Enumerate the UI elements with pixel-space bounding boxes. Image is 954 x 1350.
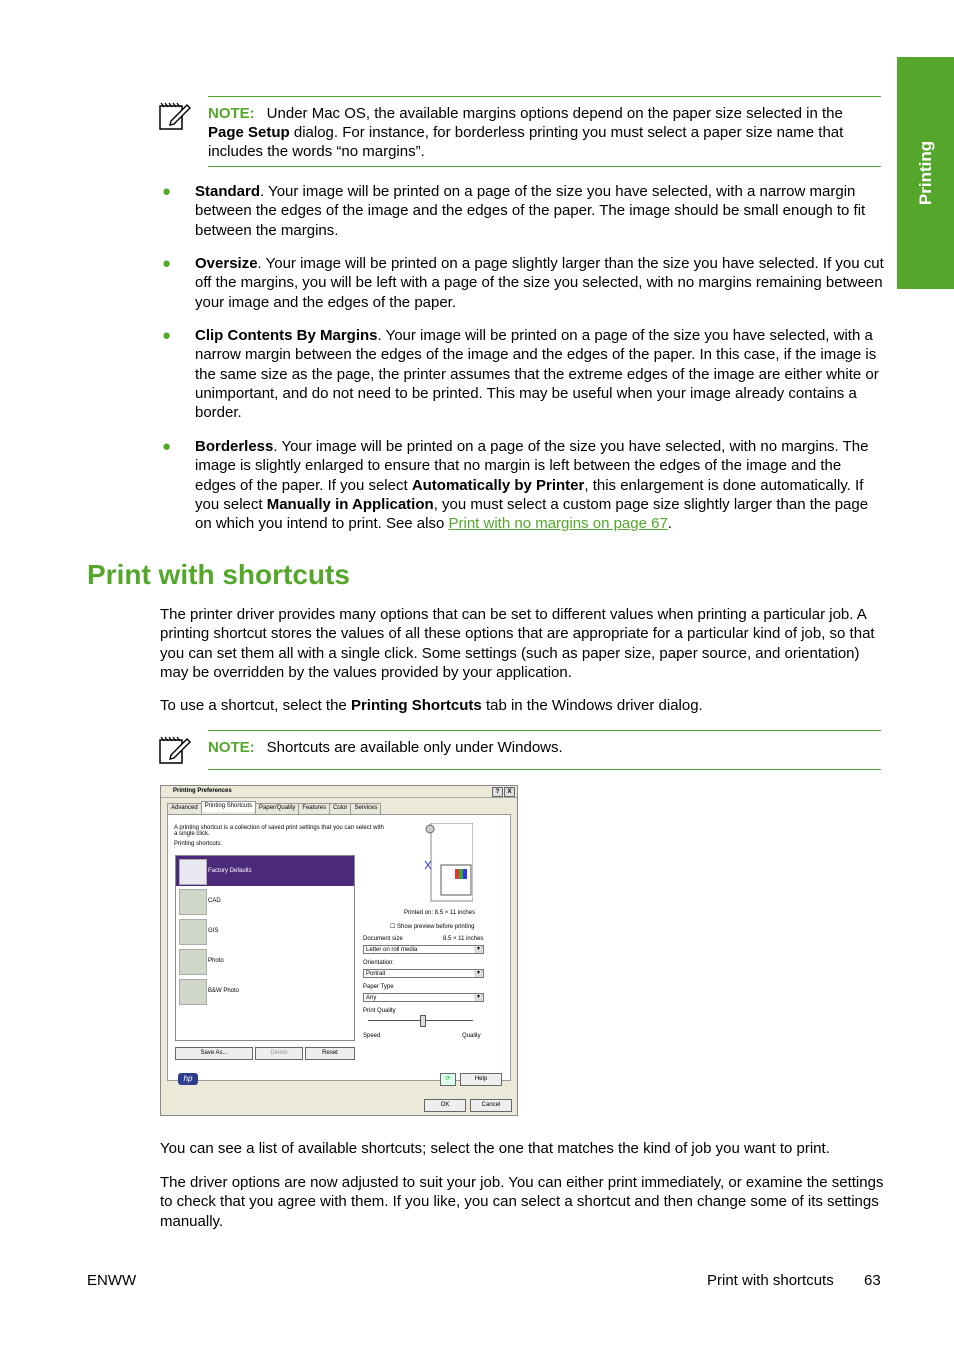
section-heading: Print with shortcuts: [87, 559, 350, 590]
note-label: NOTE:: [208, 105, 255, 122]
note-icon: [159, 735, 191, 765]
cancel-button[interactable]: Cancel: [470, 1099, 512, 1112]
speed-label: Speed: [363, 1033, 381, 1039]
note-text: dialog. For instance, for borderless printing you must select a paper size name that includes the words “no margins”.: [208, 124, 844, 160]
para-bold: Printing Shortcuts: [350, 697, 482, 714]
paragraph: The driver options are now adjusted to suit your job. You can either print immediately, or examine the settings to check that you agree with them. If you like, you can select a shortcut and then change some of its settings manually.: [160, 1174, 884, 1230]
bullet-bold: Automatically by Printer: [411, 476, 585, 494]
list-item[interactable]: [176, 886, 354, 916]
list-item[interactable]: [176, 916, 354, 946]
bullet-text: , you must select a custom page size slightly larger than the page on which you intend to print. See also: [195, 495, 869, 533]
bullet-oversize: [162, 254, 885, 312]
note-box: [208, 730, 881, 770]
tab-advanced[interactable]: Advanced: [167, 803, 202, 814]
shortcuts-list-label: Printing shortcuts:: [174, 841, 223, 847]
section-tab: [897, 57, 954, 289]
paper-source-select[interactable]: Letter on roll media ▼: [363, 945, 484, 954]
page-thumbnail-icon: [179, 859, 207, 885]
intro-paragraph: The printer driver provides many options that can be set to different values when printing a particular job. A printing shortcut stores the values of all these options that are appropriate for a particular kind of job, so that you can set them all with a single click. Some settings (such as paper size, paper source, and orientation) may be overridden by the values provided by your application.: [160, 606, 875, 681]
print-quality-label: Print Quality: [363, 1008, 396, 1014]
bullet-text: . Your image will be printed on a page of the size you have selected, with a narrow margin between the edges of the image and the edges of the paper. In this case, if the image is the same size as the page, the printer assumes that the extreme edges of the image are either white or unimportant, and do not need to be printed. This may be useful when your image already contains a border.: [195, 327, 879, 422]
note-box: [208, 96, 881, 167]
shortcut-label: GIS: [208, 928, 219, 934]
note-text: Shortcuts are available only under Windows.: [266, 739, 563, 756]
delete-button[interactable]: Delete: [255, 1047, 303, 1060]
cad-thumbnail-icon: [179, 889, 207, 915]
footer-title: Print with shortcuts: [707, 1272, 834, 1289]
quality-label: Quality: [462, 1033, 481, 1039]
paper-type-label: Paper Type: [363, 984, 394, 990]
bullet-term: Oversize: [195, 255, 258, 272]
close-title-button[interactable]: X: [504, 787, 515, 797]
instruction-paragraph: [160, 696, 885, 715]
note-bold: Page Setup: [208, 124, 290, 141]
tab-color[interactable]: Color: [329, 803, 351, 814]
tab-printing-shortcuts[interactable]: Printing Shortcuts: [201, 801, 256, 812]
shortcut-label: Factory Defaults: [208, 868, 252, 874]
bullet-text: . Your image will be printed on a page of the size you have selected, with no margins. The image is slightly enlarged to ensure that no margin is left between the edges of the image and the edges of the paper. If you select: [195, 438, 869, 494]
paper-type-select[interactable]: Any ▼: [363, 993, 484, 1002]
document-size-value: 8.5 × 11 inches: [443, 936, 484, 942]
note-icon: [159, 101, 191, 131]
note-label: NOTE:: [208, 739, 255, 756]
bullet-term: Standard: [195, 183, 261, 200]
show-preview-checkbox[interactable]: ☐ Show preview before printing: [390, 924, 475, 930]
printing-preferences-dialog: [160, 785, 518, 1116]
tab-features[interactable]: Features: [298, 803, 330, 814]
orientation-label: Orientation:: [363, 960, 395, 966]
list-item[interactable]: [176, 976, 354, 1006]
list-item[interactable]: [176, 946, 354, 976]
note-text: Under Mac OS, the available margins options depend on the paper size selected in the: [266, 105, 843, 122]
para-text: To use a shortcut, select the: [160, 697, 351, 714]
page-number: 63: [864, 1272, 881, 1289]
bw-photo-thumbnail-icon: [179, 979, 207, 1005]
dialog-tabs: [167, 803, 380, 814]
dialog-intro: A printing shortcut is a collection of saved print settings that you can select with a single click.: [174, 825, 384, 837]
gis-thumbnail-icon: [179, 919, 207, 945]
dialog-title: Printing Preferences: [173, 788, 232, 794]
bullet-borderless: [162, 437, 885, 533]
bullet-standard: [162, 182, 885, 240]
shortcut-label: B&W Photo: [208, 988, 240, 994]
paragraph: You can see a list of available shortcuts; select the one that matches the kind of job you want to print.: [160, 1140, 830, 1157]
tab-panel: [167, 814, 511, 1081]
tab-paper-quality[interactable]: Paper/Quality: [255, 803, 299, 814]
para-text: tab in the Windows driver dialog.: [481, 697, 703, 714]
orientation-select[interactable]: Portrait ▼: [363, 969, 484, 978]
show-preview-label: Show preview before printing: [397, 924, 475, 930]
footer-left: ENWW: [87, 1272, 137, 1289]
bullet-clip: [162, 326, 885, 422]
help-button[interactable]: Help: [460, 1073, 502, 1086]
shortcut-label: CAD: [208, 898, 221, 904]
bullet-text: , this enlargement is done automatically. If you select: [195, 476, 864, 513]
list-item[interactable]: [176, 856, 354, 886]
bullet-text: .: [667, 515, 672, 533]
bullet-dot-icon: ●: [162, 255, 172, 272]
shortcut-label: Photo: [208, 958, 224, 964]
quality-slider-thumb[interactable]: [420, 1015, 426, 1027]
save-as-button[interactable]: Save As...: [175, 1047, 253, 1060]
bullet-text: . Your image will be printed on a page of the size you have selected, with a narrow margin between the edges of the image and the edges of the paper. The image should be small enough to fit between the margins.: [195, 183, 866, 239]
bullet-term: Borderless: [195, 438, 274, 455]
help-title-button[interactable]: ?: [492, 787, 503, 797]
bullet-dot-icon: ●: [162, 438, 172, 455]
tab-services[interactable]: Services: [350, 803, 381, 814]
reset-button[interactable]: Reset: [305, 1047, 355, 1060]
hp-logo: hp: [178, 1073, 198, 1085]
cross-reference-link[interactable]: Print with no margins on page 67: [448, 515, 668, 533]
ok-button[interactable]: OK: [424, 1099, 466, 1112]
bullet-bold: Manually in Application: [266, 495, 434, 513]
printed-on-text: Printed on: 8.5 × 11 inches: [404, 910, 476, 916]
shortcuts-list: [175, 855, 355, 1041]
bullet-text: . Your image will be printed on a page slightly larger than the size you have selected. If you cut off the margins, you will be left with a page of the size you selected, with no margins remaining between your image and the edges of the paper.: [195, 255, 884, 311]
section-tab-label: Printing: [915, 140, 935, 206]
bullet-dot-icon: ●: [162, 327, 172, 344]
document-size-label: Document size: [363, 936, 403, 942]
refresh-icon[interactable]: ⟳: [440, 1073, 456, 1086]
bullet-dot-icon: ●: [162, 183, 172, 200]
photo-thumbnail-icon: [179, 949, 207, 975]
page-preview-icon: [423, 823, 473, 903]
dialog-titlebar: [161, 786, 517, 798]
bullet-term: Clip Contents By Margins: [195, 327, 378, 344]
